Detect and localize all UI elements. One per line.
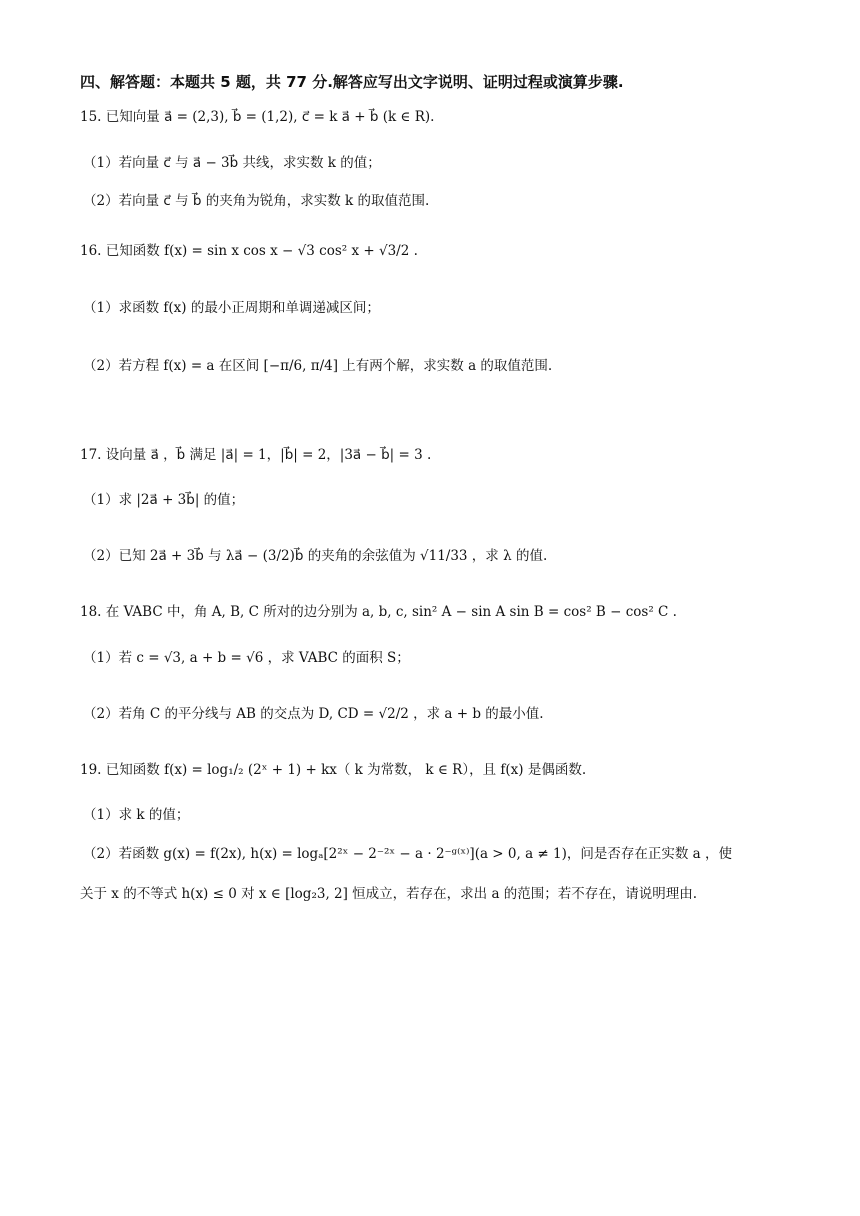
problem-15-part-2: （2）若向量 c⃗ 与 b⃗ 的夹角为锐角，求实数 k 的取值范围. (83, 193, 430, 209)
problem-18-part-1: （1）若 c = √3, a + b = √6 ，求 VABC 的面积 S； (83, 650, 410, 666)
problem-number: 18. (80, 604, 102, 620)
problem-16-part-1: （1）求函数 f(x) 的最小正周期和单调递减区间； (83, 300, 380, 316)
problem-text: 设向量 a⃗ ，b⃗ 满足 |a⃗| = 1，|b⃗| = 2，|3a⃗ − b⃗| = 3 . (105, 447, 432, 463)
problem-18-stem (80, 606, 677, 620)
problem-text: 在 VABC 中，角 A, B, C 所对的边分别为 a, b, c, sin² A − sin A sin B = cos² B − cos² C . (105, 604, 677, 620)
problem-text: 已知向量 a⃗ = (2,3), b⃗ = (1,2), c⃗ = k a⃗ + b⃗ (k ∈ R). (105, 109, 435, 125)
problem-16-stem (80, 245, 418, 259)
problem-19-part-2: （2）若函数 g(x) = f(2x), h(x) = logₐ[2²ˣ − 2⁻²ˣ − a · 2⁻ᵍ⁽ˣ⁾](a > 0, a ≠ 1)，问是否存在正实数 a ，使 (83, 846, 733, 862)
problem-16-part-2: （2）若方程 f(x) = a 在区间 [−π/6, π/4] 上有两个解，求实数 a 的取值范围. (83, 358, 553, 374)
problem-text: 已知函数 f(x) = sin x cos x − √3 cos² x + √3/2 . (105, 243, 418, 259)
problem-17-part-2: （2）已知 2a⃗ + 3b⃗ 与 λa⃗ − (3/2)b⃗ 的夹角的余弦值为 √11/33 ，求 λ 的值. (83, 548, 548, 564)
problem-number: 16. (80, 243, 102, 259)
problem-19-stem (80, 764, 586, 778)
problem-number: 19. (80, 762, 102, 778)
problem-number: 17. (80, 447, 102, 463)
problem-17-stem (80, 449, 431, 463)
problem-15-part-1: （1）若向量 c⃗ 与 a⃗ − 3b⃗ 共线，求实数 k 的值； (83, 155, 381, 171)
problem-18-part-2: （2）若角 C 的平分线与 AB 的交点为 D, CD = √2/2 ，求 a + b 的最小值. (83, 706, 544, 722)
problem-17-part-1: （1）求 |2a⃗ + 3b⃗| 的值； (83, 492, 245, 508)
problem-15-stem (80, 111, 434, 125)
problem-number: 15. (80, 109, 102, 125)
problem-text: 已知函数 f(x) = log₁/₂ (2ˣ + 1) + kx（ k 为常数， k ∈ R），且 f(x) 是偶函数. (105, 762, 587, 778)
problem-19-part-2-continued: 关于 x 的不等式 h(x) ≤ 0 对 x ∈ [log₂3, 2] 恒成立，若存在，求出 a 的范围；若不存在，请说明理由. (80, 886, 698, 902)
section-heading: 四、解答题：本题共 5 题，共 77 分.解答应写出文字说明、证明过程或演算步骤. (80, 73, 624, 91)
problem-19-part-1: （1）求 k 的值； (83, 807, 190, 823)
